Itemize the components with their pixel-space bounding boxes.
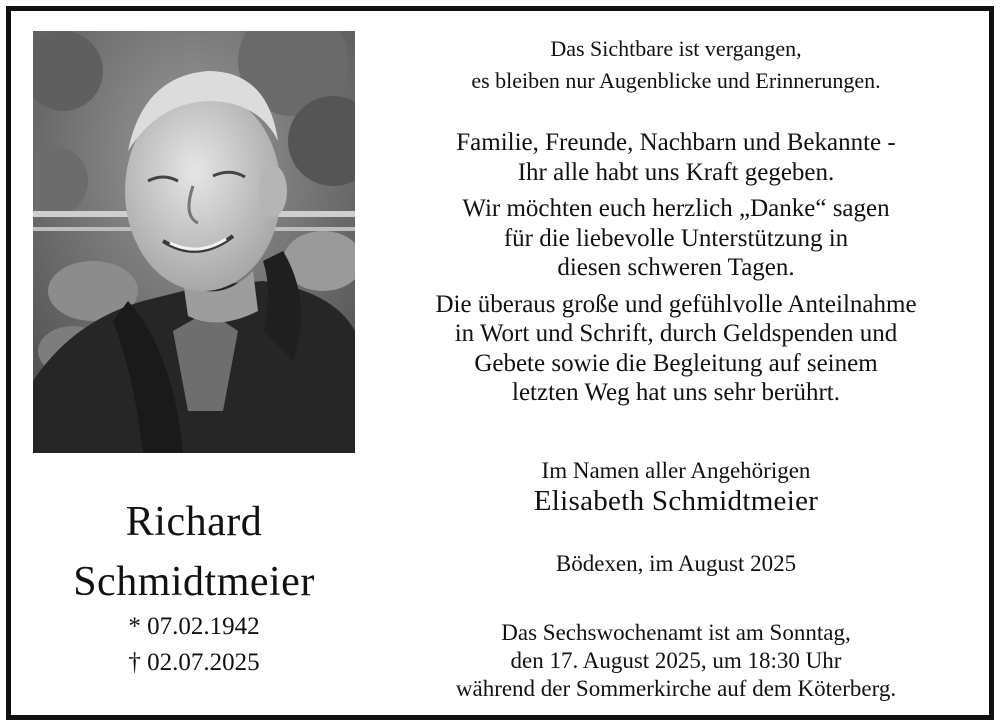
thanks-line: Familie, Freunde, Nachbarn und Bekannte - bbox=[456, 129, 896, 156]
thanks-line: Die überaus große und gefühlvolle Anteilnahme bbox=[435, 290, 917, 318]
portrait-photo bbox=[33, 31, 355, 453]
deceased-last-name: Schmidtmeier bbox=[73, 559, 315, 605]
memorial-verse bbox=[371, 33, 981, 97]
verse-line: es bleiben nur Augenblicke und Erinnerungen. bbox=[471, 68, 881, 93]
thanks-line: Ihr alle habt uns Kraft gegeben. bbox=[517, 158, 835, 186]
service-announcement bbox=[371, 619, 981, 703]
signature-name: Elisabeth Schmidtmeier bbox=[533, 485, 819, 517]
deceased-first-name: Richard bbox=[125, 499, 263, 545]
death-date: † 02.07.2025 bbox=[128, 649, 260, 676]
place-and-date: Bödexen, im August 2025 bbox=[555, 551, 797, 576]
thank-you-text bbox=[371, 128, 981, 408]
service-line: den 17. August 2025, um 18:30 Uhr bbox=[510, 648, 842, 673]
thanks-line: in Wort und Schrift, durch Geldspenden und bbox=[454, 320, 898, 347]
thanks-line: Wir möchten euch herzlich „Danke“ sagen bbox=[462, 195, 890, 222]
thanks-line: letzten Weg hat uns sehr berührt. bbox=[512, 379, 840, 406]
signature-intro: Im Namen aller Angehörigen bbox=[541, 458, 811, 483]
thanks-line: Gebete sowie die Begleitung auf seinem bbox=[474, 349, 878, 377]
verse-line: Das Sichtbare ist vergangen, bbox=[550, 36, 802, 61]
thanks-line: diesen schweren Tagen. bbox=[557, 254, 795, 281]
birth-date: * 07.02.1942 bbox=[128, 613, 260, 640]
notice-frame bbox=[6, 6, 994, 720]
thanks-line: für die liebevolle Unterstützung in bbox=[503, 224, 849, 252]
service-line: während der Sommerkirche auf dem Köterberg. bbox=[455, 676, 897, 701]
service-line: Das Sechswochenamt ist am Sonntag, bbox=[501, 620, 851, 645]
